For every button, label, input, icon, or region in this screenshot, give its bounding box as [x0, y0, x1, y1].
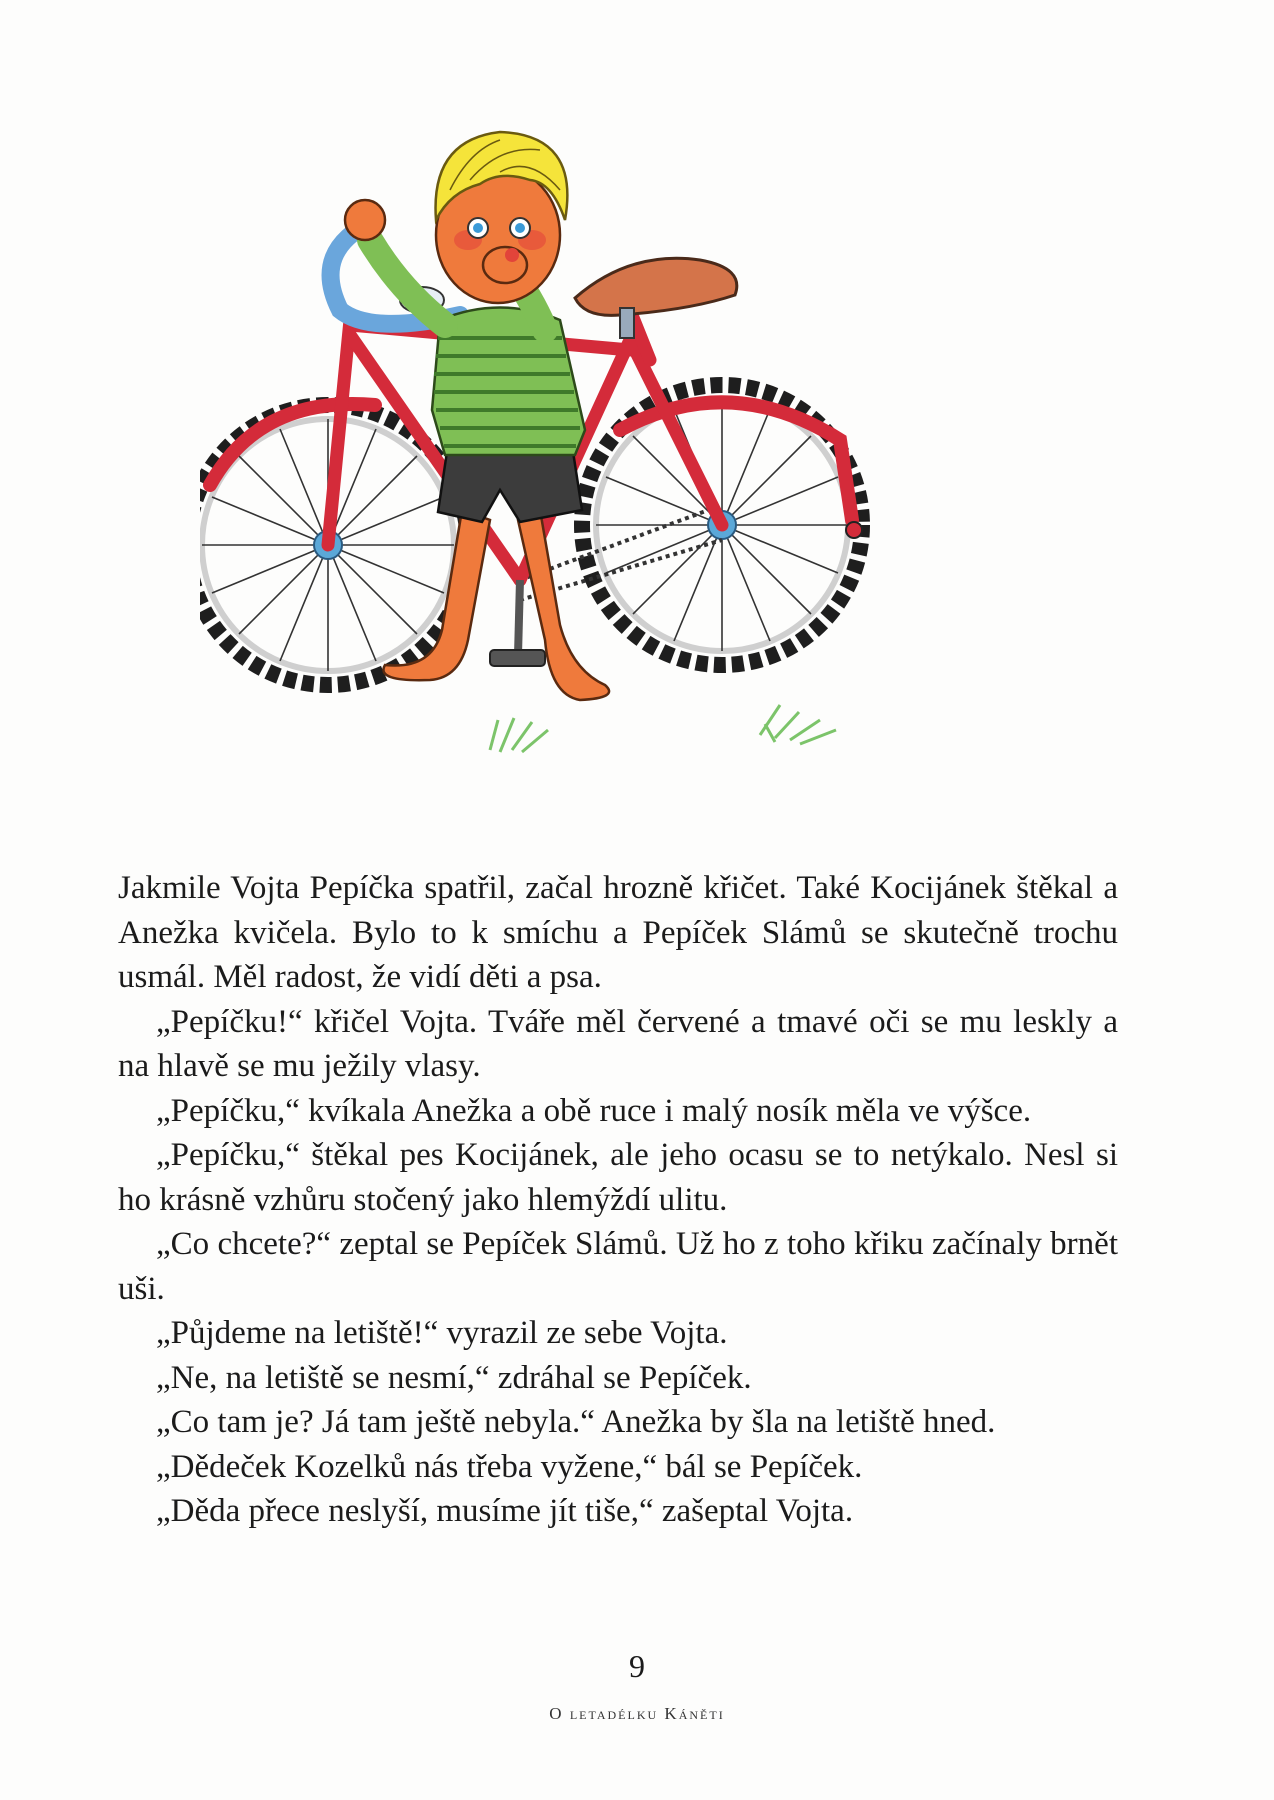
paragraph: „Půjdeme na letiště!“ vyrazil ze sebe Vojta. — [156, 1315, 728, 1351]
illustration-svg — [200, 110, 1020, 830]
paragraph: „Pepíčku!“ křičel Vojta. Tváře měl červené a tmavé oči se mu leskly a na hlavě se mu ježily vlasy. — [118, 1003, 1118, 1084]
boy-figure — [345, 132, 609, 700]
paragraph: Jakmile Vojta Pepíčka spatřil, začal hrozně křičet. Také Kocijánek štěkal a Anežka kvičela. Bylo to k smíchu a Pepíček Slámů se skutečně trochu usmál. Měl radost, že vidí děti a psa. — [118, 870, 1118, 995]
story-text — [118, 866, 1118, 1534]
paragraph: „Pepíčku,“ kvíkala Anežka a obě ruce i malý nosík měla ve výšce. — [156, 1092, 1032, 1129]
paragraph: „Ne, na letiště se nesmí,“ zdráhal se Pepíček. — [156, 1359, 752, 1396]
page-number: 9 — [629, 1648, 645, 1684]
paragraph: „Pepíčku,“ štěkal pes Kocijánek, ale jeho ocasu se to netýkalo. Nesl si ho krásně vzhůru stočený jako hlemýždí ulitu. — [118, 1137, 1118, 1218]
rear-reflector — [846, 522, 862, 538]
paragraph: „Děda přece neslyší, musíme jít tiše,“ zašeptal Vojta. — [156, 1493, 854, 1529]
bicycle-seat — [575, 258, 737, 315]
paragraph: „Dědeček Kozelků nás třeba vyžene,“ bál se Pepíček. — [156, 1448, 863, 1485]
paragraph: „Co tam je? Já tam ještě nebyla.“ Anežka by šla na letiště hned. — [156, 1404, 996, 1440]
grass-tufts — [490, 705, 836, 752]
boy-with-bicycle-illustration — [200, 110, 1020, 830]
boy-shorts — [438, 445, 582, 522]
running-title: O letadélku Káněti — [549, 1704, 725, 1723]
rear-mudguard — [210, 404, 375, 485]
paragraph: „Co chcete?“ zeptal se Pepíček Slámů. Už ho z toho křiku začínaly brnět uši. — [118, 1226, 1118, 1307]
front-mudguard — [620, 402, 852, 520]
seat-post — [620, 308, 634, 338]
